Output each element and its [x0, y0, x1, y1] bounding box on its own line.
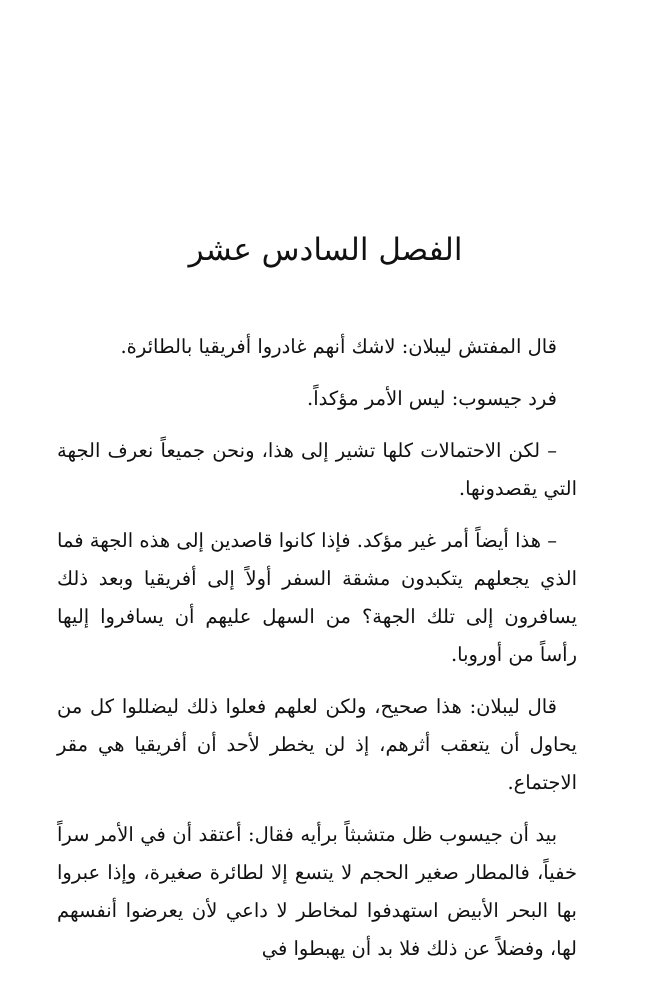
chapter-title: الفصل السادس عشر — [188, 232, 463, 268]
paragraph-3: – لكن الاحتمالات كلها تشير إلى هذا، ونحن جميعاً نعرف الجهة التي يقصدونها. — [57, 439, 577, 500]
paragraph-1: قال المفتش ليبلان: لاشك أنهم غادروا أفريقيا بالطائرة. — [120, 335, 557, 358]
paragraph-2: فرد جيسوب: ليس الأمر مؤكداً. — [307, 387, 557, 410]
paragraph-6: بيد أن جيسوب ظل متشبثاً برأيه فقال: أعتقد أن في الأمر سراً خفياً، فالمطار صغير الحجم لا يتسع إلا لطائرة صغيرة، وإذا عبروا بها البحر الأبيض استهدفوا لمخاطر لا داعي لأن يعرضوا أنفسهم لها، وفضلاً عن ذلك فلا بد أن يهبطوا في — [57, 823, 577, 960]
paragraph-5: قال ليبلان: هذا صحيح، ولكن لعلهم فعلوا ذلك ليضللوا كل من يحاول أن يتعقب أثرهم، إذ لن يخطر لأحد أن أفريقيا هي مقر الاجتماع. — [57, 695, 577, 794]
paragraph-4: – هذا أيضاً أمر غير مؤكد. فإذا كانوا قاصدين إلى هذه الجهة فما الذي يجعلهم يتكبدون مشقة السفر أولاً إلى أفريقيا وبعد ذلك يسافرون إلى تلك الجهة؟ من السهل عليهم أن يسافروا إليها رأساً من أوروبا. — [57, 529, 577, 666]
chapter-body — [57, 328, 577, 982]
